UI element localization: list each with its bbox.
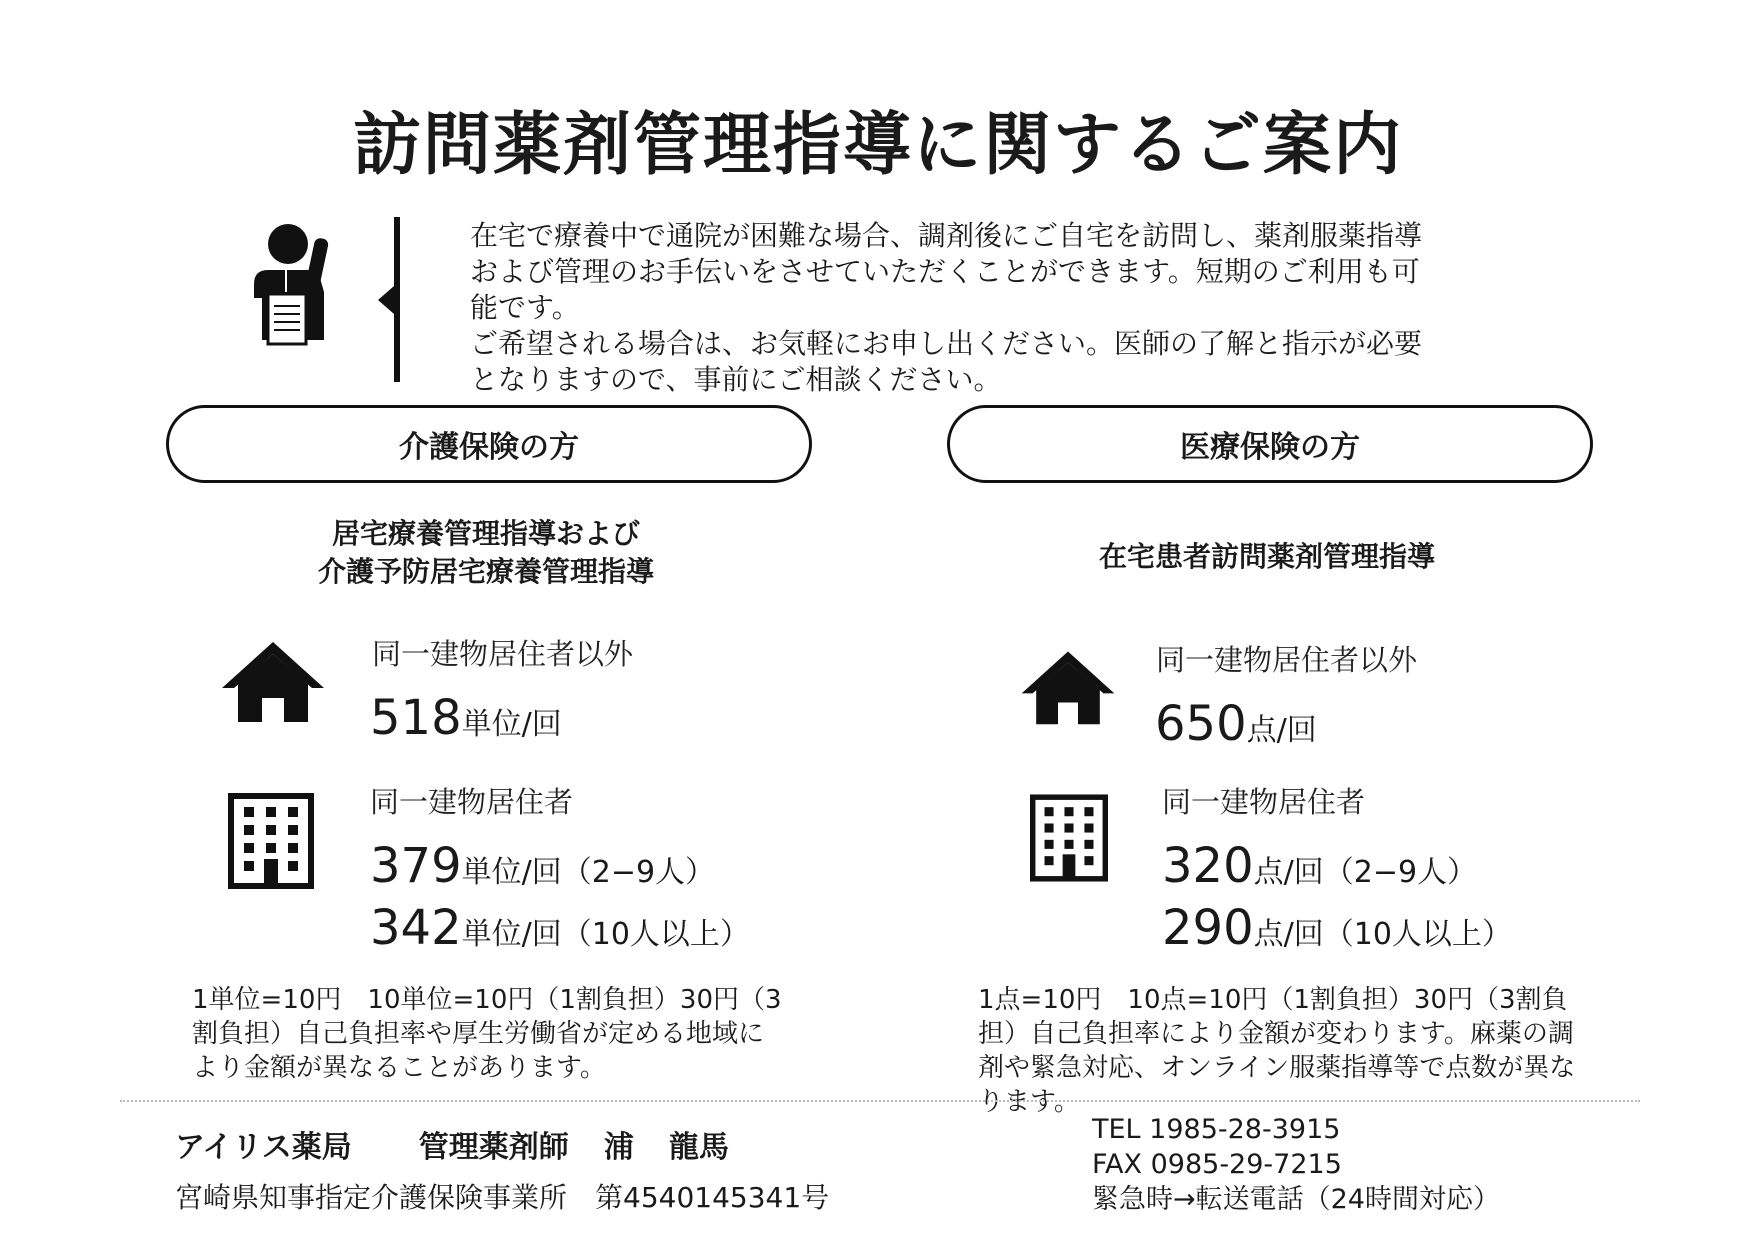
- right-section-title-line-1: 在宅患者訪問薬剤管理指導: [1098, 540, 1435, 573]
- left-building-number-1: 379: [370, 838, 462, 894]
- intro-line-5: となりますので、事前にご相談ください。: [470, 363, 1002, 396]
- contact-emergency: 緊急時→転送電話（24時間対応）: [1092, 1184, 1500, 1215]
- iryo-insurance-pill: [947, 405, 1593, 483]
- left-building-value-2: [370, 900, 750, 956]
- contact-block: [1092, 1112, 1500, 1217]
- left-note-line-1: 1単位=10円 10単位=10円（1割負担）30円（3: [192, 985, 782, 1015]
- right-building-number-2: 290: [1162, 900, 1254, 956]
- intro-line-2: および管理のお手伝いをさせていただくことができます。短期のご利用も可: [470, 255, 1420, 288]
- left-section-title-line-2: 介護予防居宅療養管理指導: [317, 555, 654, 588]
- intro-line-1: 在宅で療養中で通院が困難な場合、調剤後にご自宅を訪問し、薬剤服薬指導: [470, 219, 1423, 252]
- left-house-number: 518: [370, 690, 462, 746]
- left-building-unit-2: 単位/回（10人以上）: [461, 917, 750, 952]
- pharmacist-person-icon: [240, 222, 350, 352]
- left-building-value-1: [370, 838, 715, 894]
- right-house-label: 同一建物居住者以外: [1156, 643, 1418, 677]
- right-building-value-1: [1162, 838, 1477, 894]
- page-title: 訪問薬剤管理指導に関するご案内: [352, 106, 1403, 185]
- intro-line-3: 能です。: [470, 291, 580, 324]
- footer-pharmacy-line: [175, 1122, 729, 1166]
- right-house-value: [1155, 696, 1317, 752]
- pharmacist-role: 管理薬剤師: [418, 1130, 569, 1165]
- intro-line-4: ご希望される場合は、お気軽にお申し出ください。医師の了解と指示が必要: [470, 327, 1423, 360]
- right-section-title: [947, 538, 1587, 576]
- right-house-unit: 点/回: [1246, 713, 1317, 748]
- left-note-line-3: より金額が異なることがあります。: [192, 1053, 606, 1083]
- contact-fax: FAX 0985-29-7215: [1092, 1149, 1342, 1180]
- left-note-line-2: 割負担）自己負担率や厚生労働省が定める地域に: [192, 1019, 765, 1049]
- house-icon: [218, 638, 328, 724]
- building-icon: [228, 793, 314, 889]
- left-section-title: [166, 515, 806, 591]
- house-icon: [1018, 646, 1118, 728]
- intro-divider: [394, 217, 400, 382]
- footer-separator: [120, 1100, 1640, 1102]
- kaigo-insurance-pill: [166, 405, 812, 483]
- right-note-line-2: 担）自己負担率により金額が変わります。麻薬の調: [978, 1019, 1574, 1049]
- building-icon: [1030, 792, 1108, 884]
- right-building-unit-1: 点/回（2−9人）: [1253, 855, 1478, 890]
- right-building-unit-2: 点/回（10人以上）: [1253, 917, 1512, 952]
- office-registration: 宮崎県知事指定介護保険事業所 第4540145341号: [175, 1181, 830, 1214]
- right-note-line-3: 剤や緊急対応、オンライン服薬指導等で点数が異な: [978, 1053, 1576, 1083]
- right-note-line-1: 1点=10円 10点=10円（1割負担）30円（3割負: [978, 985, 1568, 1015]
- contact-tel: TEL 1985-28-3915: [1092, 1114, 1341, 1145]
- right-building-value-2: [1162, 900, 1512, 956]
- left-house-label: 同一建物居住者以外: [372, 637, 634, 671]
- left-note: [192, 983, 832, 1085]
- iryo-insurance-pill-label: 医療保険の方: [1180, 430, 1360, 465]
- right-building-number-1: 320: [1162, 838, 1254, 894]
- right-house-number: 650: [1155, 696, 1247, 752]
- right-note: [978, 983, 1638, 1119]
- intro-divider-notch: [378, 286, 394, 314]
- pharmacist-given-name: 龍馬: [668, 1130, 729, 1165]
- pharmacy-name: アイリス薬局: [175, 1130, 352, 1165]
- pharmacist-surname: 浦: [603, 1130, 634, 1165]
- left-section-title-line-1: 居宅療養管理指導および: [331, 517, 640, 550]
- right-note-line-4: ります。: [978, 1087, 1080, 1117]
- left-building-label: 同一建物居住者: [370, 785, 574, 819]
- kaigo-insurance-pill-label: 介護保険の方: [399, 430, 579, 465]
- left-building-unit-1: 単位/回（2−9人）: [461, 855, 716, 890]
- left-house-unit: 単位/回: [461, 707, 562, 742]
- right-building-label: 同一建物居住者: [1162, 785, 1366, 819]
- left-house-value: [370, 690, 562, 746]
- left-building-number-2: 342: [370, 900, 462, 956]
